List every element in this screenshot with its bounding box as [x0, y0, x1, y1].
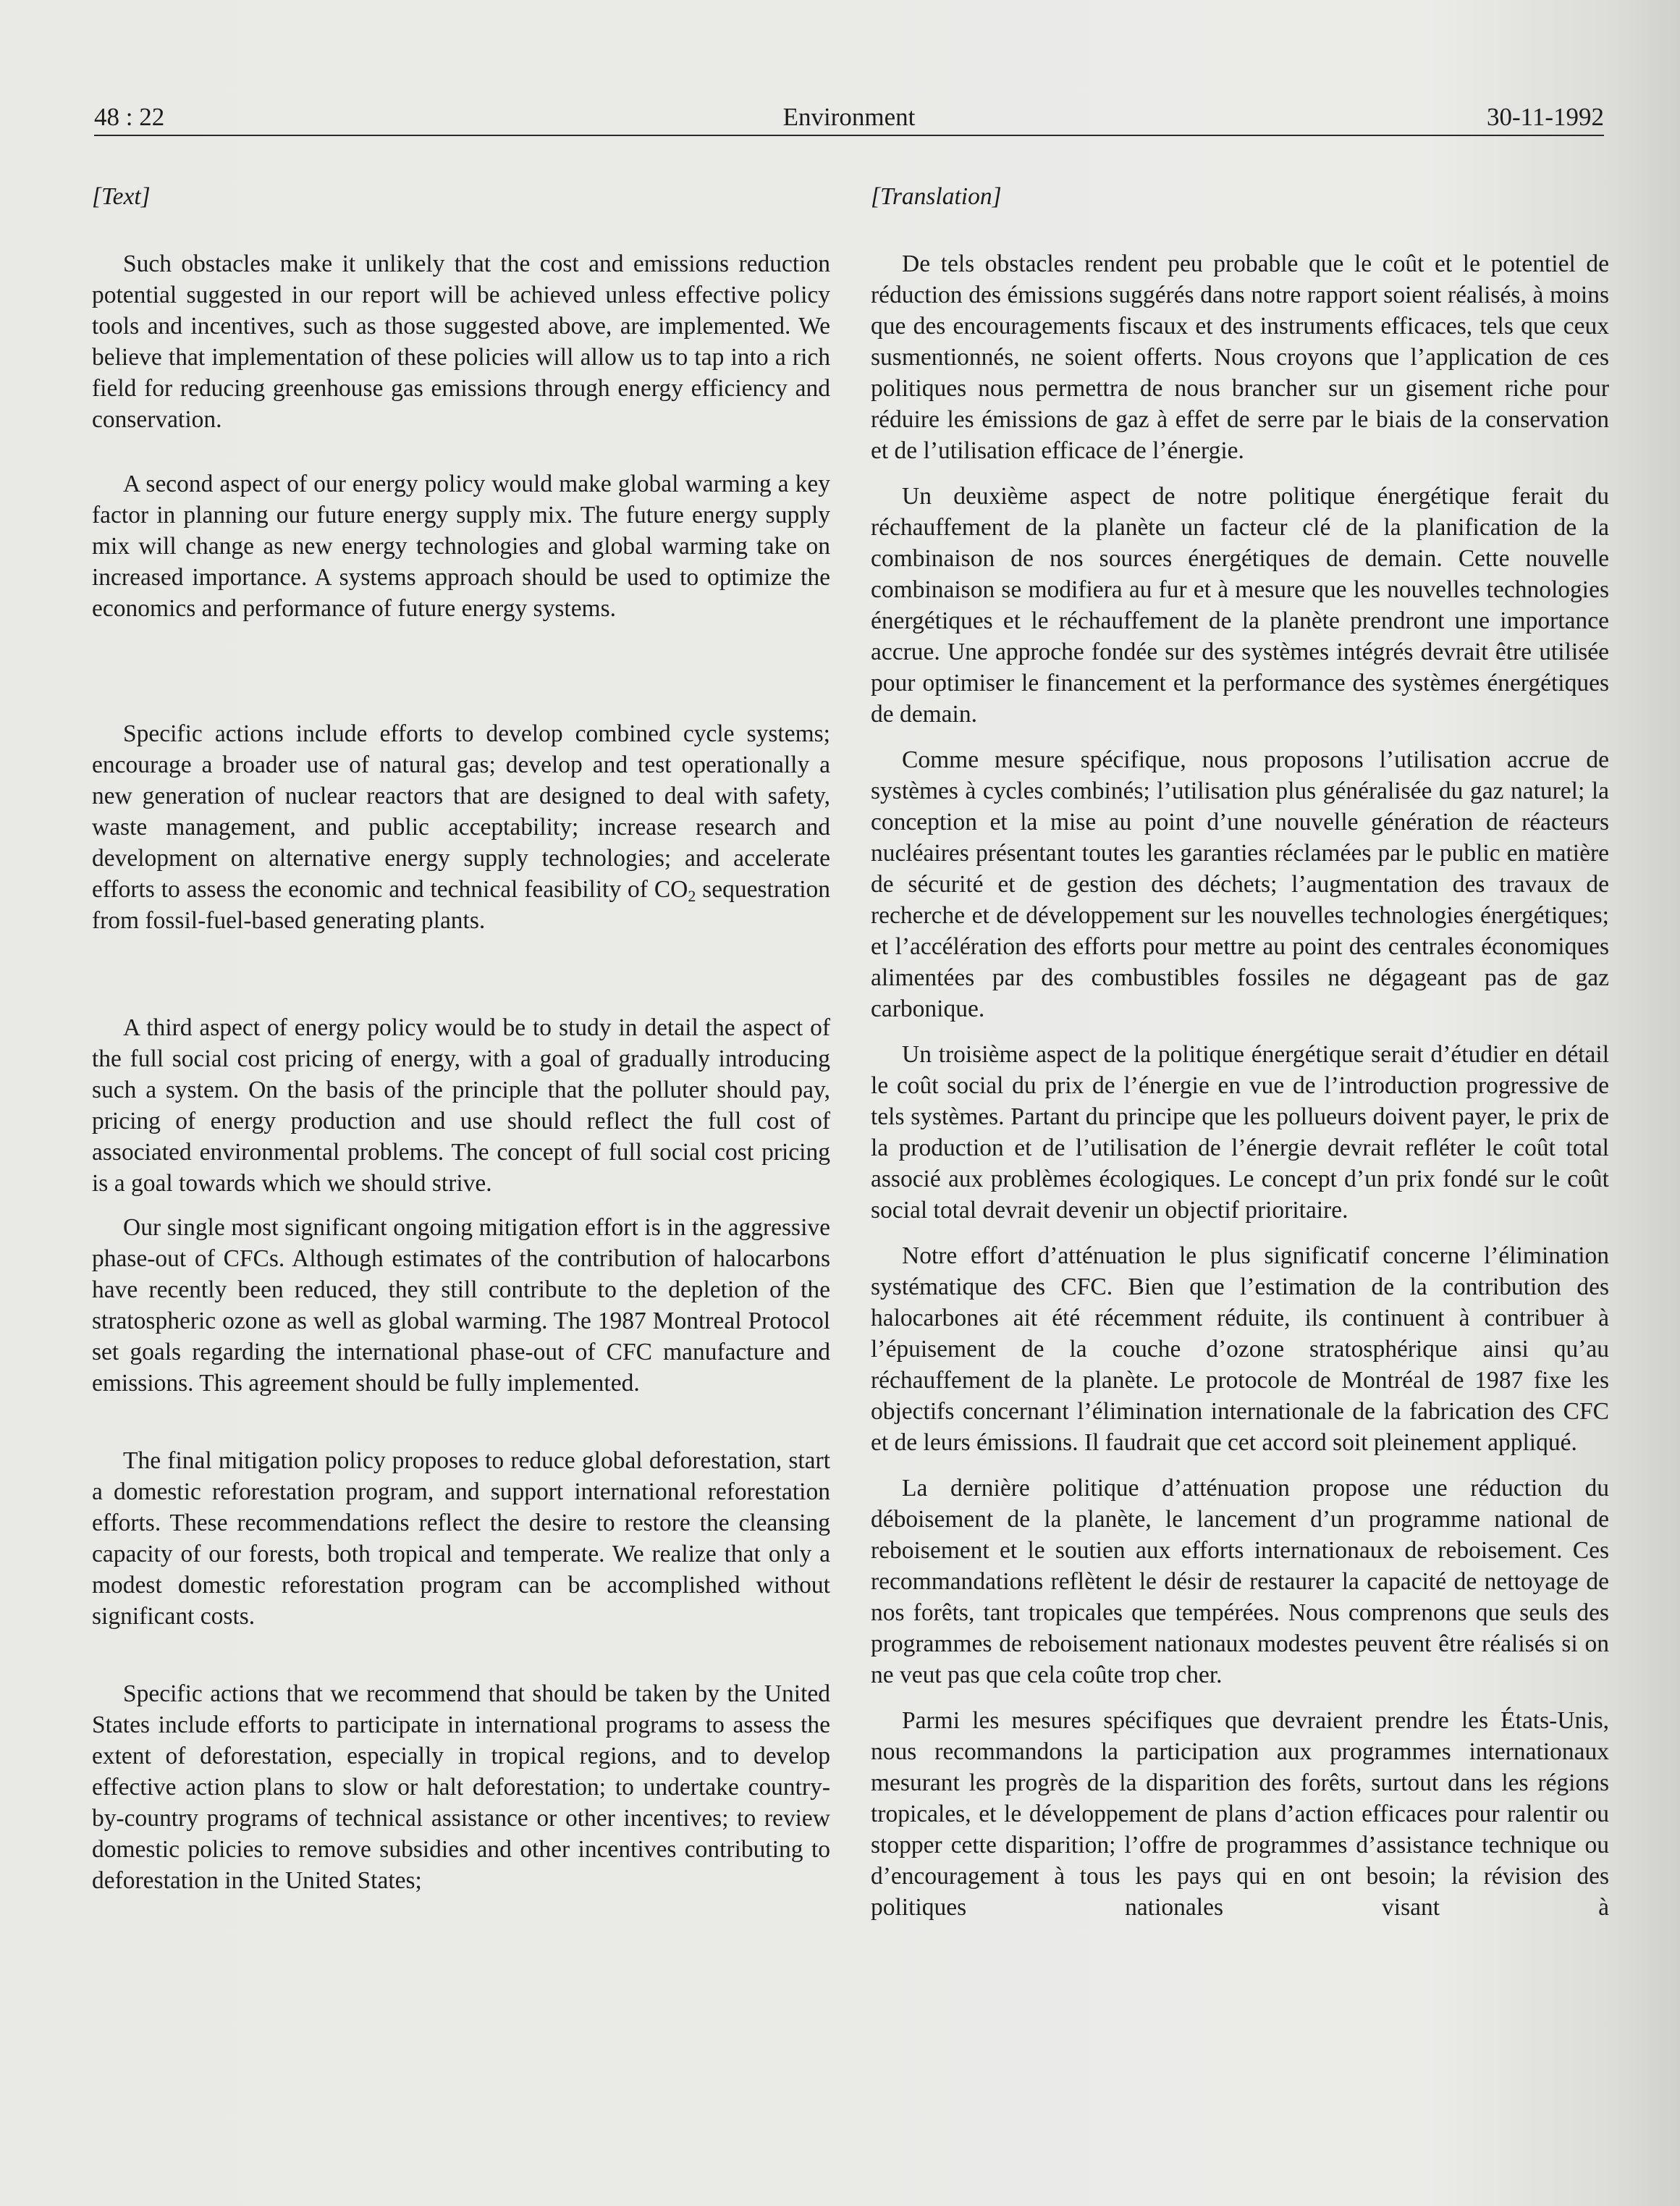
paragraph-fr-7: Parmi les mesures spécifiques que devraient prendre les États-Unis, nous recommandons la participation aux programmes internationaux mesurant les progrès de la disparition des forêts, surtout dans les régions tropicales, et le développement de plans d’action efficaces pour ralentir ou stopper cette disparition; l’offre de programmes d’assistance technique ou d’encouragement à tous les pays qui en ont besoin; la révision des politiques nationales visant à [871, 1707, 1609, 1921]
paragraph-fr-2: Un deuxième aspect de notre politique énergétique ferait du réchauffement de la planète un facteur clé de la planification de la combinaison de nos sources énergétiques de demain. Cette nouvelle combinaison se modifiera au fur et à mesure que les nouvelles technologies énergétiques et le réchauffement de la planète prendront une importance accrue. Une approche fondée sur des systèmes intégrés devrait être utilisée pour optimiser le financement et la performance des systèmes énergétiques de demain. [871, 483, 1609, 728]
paragraph-en-7: Specific actions that we recommend that should be taken by the United States include efforts to participate in international programs to assess the extent of deforestation, especially in tropical regions, and to develop effective action plans to slow or halt deforestation; to undertake country-by-country programs of technical assistance or other incentives; to review domestic policies to remove subsidies and other incentives contributing to deforestation in the United States; [92, 1680, 830, 1894]
paragraph-fr-6: La dernière politique d’atténuation propose une réduction du déboisement de la planète, le lancement d’un programme national de reboisement et le soutien aux efforts internationaux de reboisement. Ces recommandations reflètent le désir de restaurer la capacité de nettoyage de nos forêts, tant tropicales que tempérées. Nous comprenons que seuls des programmes de reboisement nationaux modestes peuvent être réalisés si on ne veut pas que cela coûte trop cher. [871, 1475, 1609, 1688]
english-column [92, 181, 830, 1896]
french-column [871, 181, 1609, 1923]
column-label-text: [Text] [92, 183, 151, 210]
paragraph-en-3 [92, 718, 830, 936]
paragraph-en-3-tail: sequestration from fossil-fuel-based generating plants. [92, 876, 830, 934]
paragraph-en-6: The final mitigation policy proposes to reduce global deforestation, start a domestic reforestation program, and support international reforestation efforts. These recommendations reflect the desire to restore the cleansing capacity of our forests, both tropical and temperate. We realize that only a modest domestic reforestation program can be accomplished without significant costs. [92, 1447, 830, 1630]
paragraph-en-4: A third aspect of energy policy would be to study in detail the aspect of the full social cost pricing of energy, with a goal of gradually introducing such a system. On the basis of the principle that the polluter should pay, pricing of energy production and use should reflect the full cost of associated environmental problems. The concept of full social cost pricing is a goal towards which we should strive. [92, 1014, 830, 1197]
paragraph-fr-5: Notre effort d’atténuation le plus significatif concerne l’élimination systématique des CFC. Bien que l’estimation de la contribution des halocarbones ait été récemment réduite, ils continuent à contribuer à l’épuisement de la couche d’ozone stratosphérique ainsi qu’au réchauffement de la planète. Le protocole de Montréal de 1987 fixe les objectifs concernant l’élimination internationale de la fabrication des CFC et de leurs émissions. Il faudrait que cet accord soit pleinement appliqué. [871, 1242, 1609, 1456]
paragraph-en-3-text: Specific actions include efforts to develop combined cycle systems; encourage a broader use of natural gas; develop and test operationally a new generation of nuclear reactors that are designed to deal with safety, waste management, and public acceptability; increase research and development on alternative energy supply technologies; and accelerate efforts to assess the economic and technical feasibility of CO [92, 720, 830, 903]
running-title: Environment [782, 103, 916, 131]
page-header [94, 98, 1604, 136]
paragraph-fr-4: Un troisième aspect de la politique énergétique serait d’étudier en détail le coût social du prix de l’énergie en vue de l’introduction progressive de tels systèmes. Partant du principe que les pollueurs doivent payer, le prix de la production et de l’utilisation de l’énergie devrait refléter le coût total associé aux problèmes écologiques. Le concept d’un prix fondé sur le coût social total devrait devenir un objectif prioritaire. [871, 1041, 1609, 1224]
co2-subscript: 2 [688, 887, 696, 905]
paragraph-fr-3: Comme mesure spécifique, nous proposons l’utilisation accrue de systèmes à cycles combinés; l’utilisation plus généralisée du gaz naturel; la conception et la mise au point d’une nouvelle génération de réacteurs nucléaires présentant toutes les garanties réclamées par le public en matière de sécurité et de gestion des déchets; l’augmentation des travaux de recherche et de développement sur les nouvelles technologies énergétiques; et l’accélération des efforts pour mettre au point des centrales économiques alimentées par des combustibles fossiles ne dégageant pas de gaz carbonique. [871, 746, 1609, 1022]
paragraph-en-5: Our single most significant ongoing mitigation effort is in the aggressive phase-out of CFCs. Although estimates of the contribution of halocarbons have recently been reduced, they still contribute to the depletion of the stratospheric ozone as well as global warming. The 1987 Montreal Protocol set goals regarding the international phase-out of CFC manufacture and emissions. This agreement should be fully implemented. [92, 1214, 830, 1397]
paragraph-en-1: Such obstacles make it unlikely that the cost and emissions reduction potential suggested in our report will be achieved unless effective policy tools and incentives, such as those suggested above, are implemented. We believe that implementation of these policies will allow us to tap into a rich field for reducing greenhouse gas emissions through energy efficiency and conservation. [92, 251, 830, 433]
paragraph-en-2: A second aspect of our energy policy would make global warming a key factor in planning our future energy supply mix. The future energy supply mix will change as new energy technologies and global warming take on increased importance. A systems approach should be used to optimize the economics and performance of future energy systems. [92, 471, 830, 622]
page-number: 48 : 22 [94, 103, 165, 131]
header-date: 30-11-1992 [1486, 103, 1604, 131]
paragraph-fr-1: De tels obstacles rendent peu probable que le coût et le potentiel de réduction des émissions suggérés dans notre rapport soient réalisés, à moins que des encouragements fiscaux et des instruments efficaces, tels que ceux susmentionnés, ne soient offerts. Nous croyons que l’application de ces politiques nous permettra de nous brancher sur un gisement riche pour réduire les émissions de gaz à effet de serre par le biais de la conservation et de l’utilisation efficace de l’énergie. [871, 251, 1609, 464]
column-label-translation: [Translation] [871, 183, 1002, 210]
